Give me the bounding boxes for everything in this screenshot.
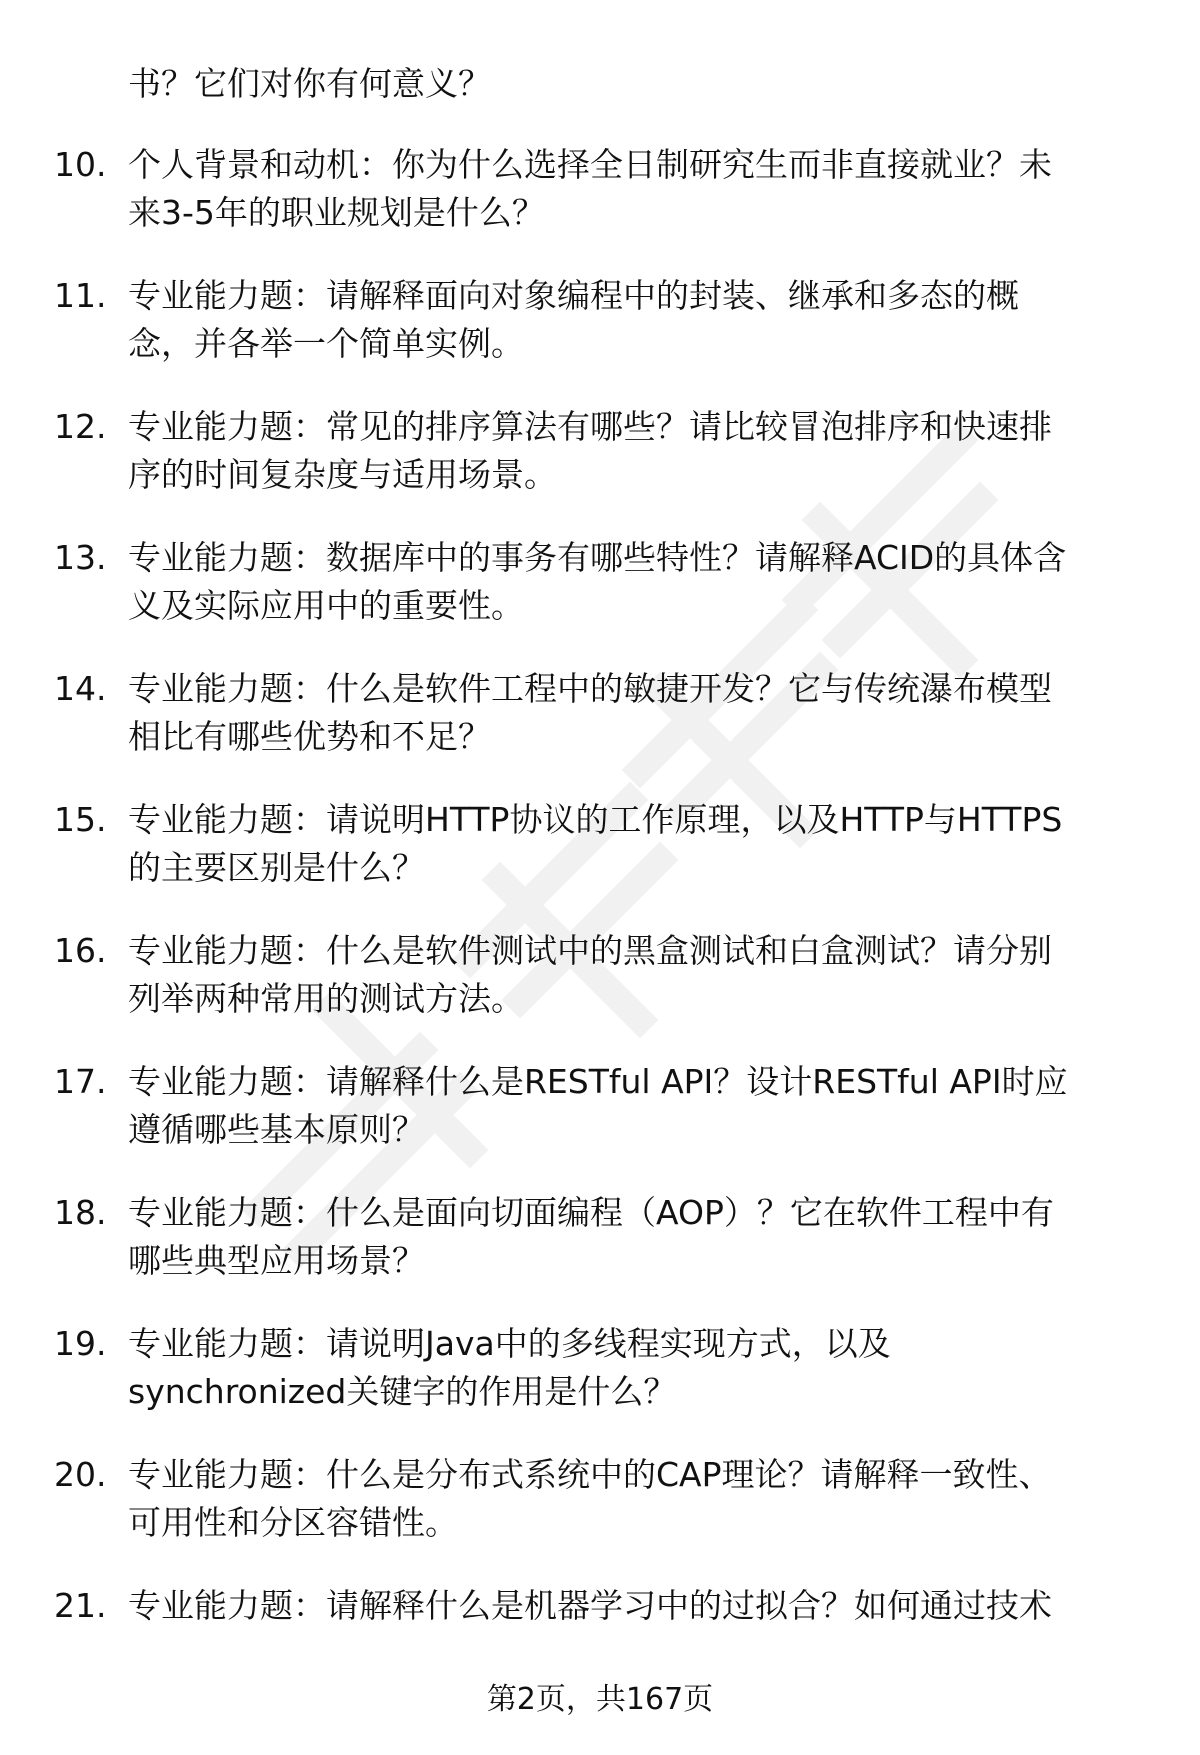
question-text-line: 来3-5年的职业规划是什么？ — [128, 193, 545, 232]
question-text-line: 的主要区别是什么？ — [128, 848, 425, 887]
question-item — [0, 140, 1200, 271]
question-text-line: 念，并各举一个简单实例。 — [128, 324, 524, 363]
question-text-line: 专业能力题：常见的排序算法有哪些？请比较冒泡排序和快速排 — [128, 407, 1052, 446]
question-text-line: synchronized关键字的作用是什么？ — [128, 1372, 677, 1411]
question-text-line: 专业能力题：什么是软件工程中的敏捷开发？它与传统瀑布模型 — [128, 669, 1052, 708]
question-text-line: 专业能力题：数据库中的事务有哪些特性？请解释ACID的具体含 — [128, 538, 1067, 577]
question-text-line: 专业能力题：什么是面向切面编程（AOP）？它在软件工程中有 — [128, 1193, 1054, 1232]
question-item — [0, 1188, 1200, 1319]
question-text-line: 遵循哪些基本原则？ — [128, 1110, 425, 1149]
question-text-line: 列举两种常用的测试方法。 — [128, 979, 524, 1018]
question-number: 18. — [54, 1193, 107, 1232]
question-number: 20. — [54, 1455, 107, 1494]
question-number: 14. — [54, 669, 107, 708]
question-number: 17. — [54, 1062, 107, 1101]
question-number: 21. — [54, 1586, 107, 1625]
question-number: 15. — [54, 800, 107, 839]
continued-question-text: 书？它们对你有何意义？ — [128, 64, 491, 103]
question-item — [0, 664, 1200, 795]
page-footer: 第2页，共167页 — [486, 1682, 714, 1717]
question-item — [0, 1057, 1200, 1188]
question-text-line: 可用性和分区容错性。 — [128, 1503, 458, 1542]
question-text-line: 专业能力题：请解释面向对象编程中的封装、继承和多态的概 — [128, 276, 1019, 315]
question-text-line: 专业能力题：请说明Java中的多线程实现方式，以及 — [128, 1324, 891, 1363]
question-text-line: 专业能力题：请说明HTTP协议的工作原理，以及HTTP与HTTPS — [128, 800, 1063, 839]
question-text-line: 专业能力题：什么是软件测试中的黑盒测试和白盒测试？请分别 — [128, 931, 1052, 970]
question-text-line: 专业能力题：什么是分布式系统中的CAP理论？请解释一致性、 — [128, 1455, 1052, 1494]
question-number: 19. — [54, 1324, 107, 1363]
question-text-line: 专业能力题：请解释什么是机器学习中的过拟合？如何通过技术 — [128, 1586, 1052, 1625]
question-item — [0, 402, 1200, 533]
question-item — [0, 1450, 1200, 1581]
question-number: 11. — [54, 276, 107, 315]
question-number: 13. — [54, 538, 107, 577]
question-number: 12. — [54, 407, 107, 446]
question-item — [0, 271, 1200, 402]
question-text-line: 序的时间复杂度与适用场景。 — [128, 455, 557, 494]
question-item — [0, 795, 1200, 926]
question-text-line: 专业能力题：请解释什么是RESTful API？设计RESTful API时应 — [128, 1062, 1068, 1101]
question-text-line: 个人背景和动机：你为什么选择全日制研究生而非直接就业？未 — [128, 145, 1052, 184]
question-item — [0, 533, 1200, 664]
question-item — [0, 926, 1200, 1057]
question-number: 16. — [54, 931, 107, 970]
question-list — [0, 140, 1200, 1712]
question-item — [0, 1319, 1200, 1450]
question-text-line: 相比有哪些优势和不足？ — [128, 717, 491, 756]
question-number: 10. — [54, 145, 107, 184]
question-text-line: 哪些典型应用场景？ — [128, 1241, 425, 1280]
question-text-line: 义及实际应用中的重要性。 — [128, 586, 524, 625]
